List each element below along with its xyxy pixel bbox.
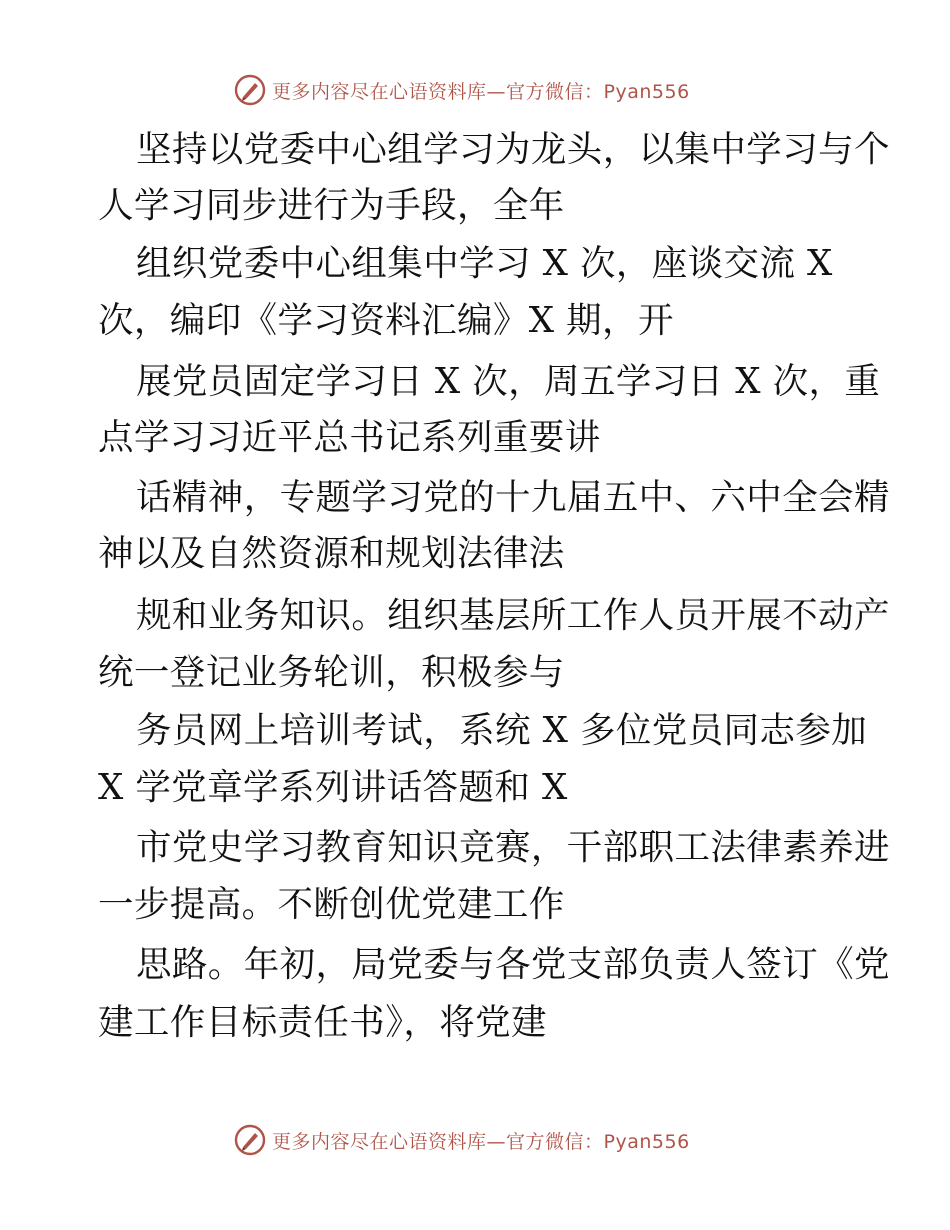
body-line: 人学习同步进行为手段，全年 <box>98 185 565 226</box>
header-banner-text: 更多内容尽在心语资料库—官方微信：Pyan556 <box>272 80 690 103</box>
body-line: 统一登记业务轮训，积极参与 <box>98 652 565 693</box>
body-line: 话精神，专题学习党的十九届五中、六中全会精 <box>136 477 890 518</box>
body-line: 一步提高。不断创优党建工作 <box>98 884 565 925</box>
footer-banner <box>234 1123 690 1157</box>
body-line: X 学党章学系列讲话答题和 X <box>98 767 568 808</box>
body-line: 展党员固定学习日 X 次，周五学习日 X 次，重 <box>136 361 881 402</box>
pen-logo-icon <box>234 1124 266 1156</box>
body-line: 次，编印《学习资料汇编》X 期，开 <box>98 300 674 341</box>
body-line: 务员网上培训考试，系统 X 多位党员同志参加 <box>136 710 868 751</box>
body-line: 市党史学习教育知识竞赛，干部职工法律素养进 <box>136 827 890 868</box>
body-line: 建工作目标责任书》，将党建 <box>98 1002 547 1043</box>
footer-banner-text: 更多内容尽在心语资料库—官方微信：Pyan556 <box>272 1130 690 1153</box>
body-line: 思路。年初，局党委与各党支部负责人签订《党 <box>136 944 890 985</box>
body-line: 规和业务知识。组织基层所工作人员开展不动产 <box>136 595 890 636</box>
body-line: 组织党委中心组集中学习 X 次，座谈交流 X <box>136 243 833 284</box>
body-line: 神以及自然资源和规划法律法 <box>98 533 565 574</box>
body-line: 点学习习近平总书记系列重要讲 <box>98 417 601 458</box>
body-line: 坚持以党委中心组学习为龙头，以集中学习与个 <box>136 129 890 170</box>
